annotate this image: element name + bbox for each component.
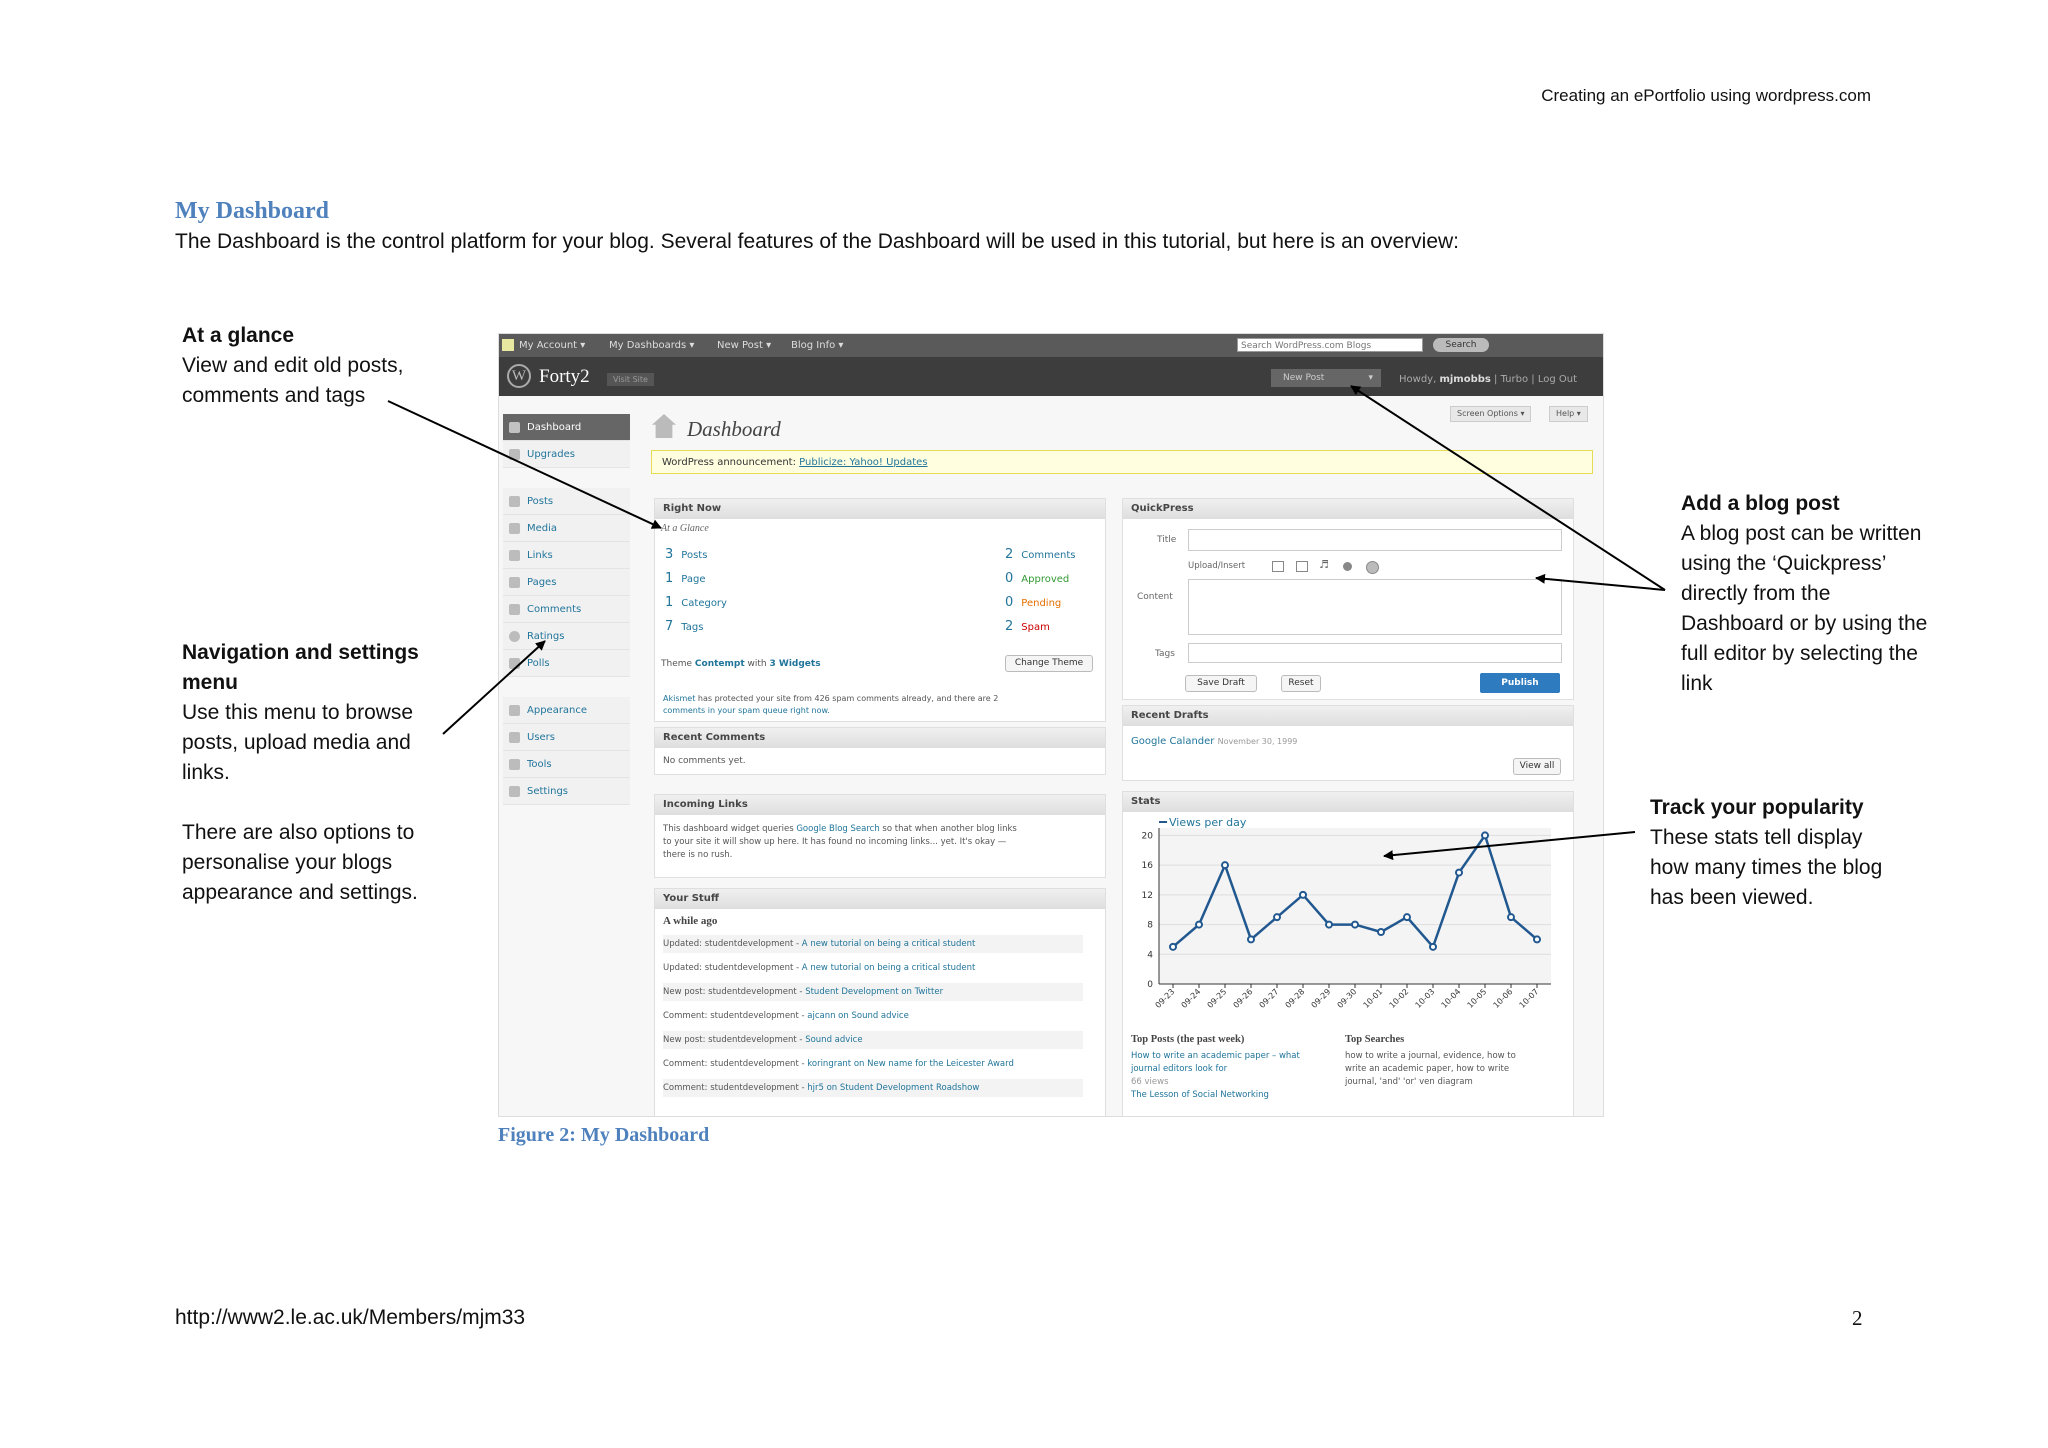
- top-search-line: how to write a journal, evidence, how to: [1345, 1051, 1516, 1061]
- view-all-button[interactable]: View all: [1513, 758, 1561, 775]
- new-post-label: New Post: [1283, 373, 1325, 383]
- x-tick-label: 09-23: [1153, 987, 1177, 1010]
- theme-with: with: [747, 659, 767, 669]
- document-header: Creating an ePortfolio using wordpress.com: [1541, 86, 1871, 105]
- text-segment: to your site it will show up here. It has found no incoming links... yet. It's okay —: [663, 837, 1007, 847]
- x-tick-label: 10-03: [1413, 987, 1437, 1010]
- akismet-text-2: comments in your spam queue right now.: [663, 706, 830, 715]
- activity-prefix: Comment: studentdevelopment -: [663, 1059, 805, 1069]
- footer-url[interactable]: http://www2.le.ac.uk/Members/mjm33: [175, 1306, 526, 1329]
- widget-title: Your Stuff: [655, 889, 1105, 909]
- sidebar-item-label: Settings: [527, 786, 569, 797]
- sidebar-item-label: Upgrades: [527, 449, 575, 460]
- announcement-link[interactable]: Publicize: Yahoo! Updates: [799, 457, 928, 468]
- sidebar-item-label: Users: [527, 732, 556, 743]
- x-tick-label: 10-06: [1491, 987, 1515, 1010]
- top-posts-title: Top Posts (the past week): [1131, 1034, 1245, 1045]
- top-search-line: write an academic paper, how to write: [1345, 1064, 1510, 1074]
- sidebar-item-label: Appearance: [527, 705, 588, 716]
- activity-prefix: Comment: studentdevelopment -: [663, 1011, 805, 1021]
- arrow-stats: [1384, 832, 1635, 856]
- akismet-link[interactable]: Akismet: [663, 694, 696, 703]
- widget-title: Incoming Links: [655, 795, 1105, 815]
- x-tick-label: 09-30: [1335, 987, 1359, 1010]
- annotation-line: directly from the: [1681, 582, 1831, 605]
- username-link[interactable]: mjmobbs: [1439, 374, 1491, 385]
- x-tick-label: 09-29: [1309, 987, 1333, 1010]
- x-tick-label: 09-28: [1283, 987, 1307, 1010]
- widget-title: Recent Comments: [655, 728, 1105, 748]
- search-input[interactable]: Search WordPress.com Blogs: [1237, 338, 1423, 352]
- google-blog-search-link[interactable]: Google Blog Search: [796, 824, 880, 834]
- y-tick-label: 4: [1147, 950, 1153, 961]
- publish-button[interactable]: Publish: [1480, 673, 1560, 693]
- title-label: Title: [1157, 535, 1177, 545]
- activity-prefix: Updated: studentdevelopment -: [663, 963, 800, 973]
- sidebar-item-label: Dashboard: [527, 422, 582, 433]
- annotation-line: comments and tags: [182, 384, 366, 407]
- annotation-title: Navigation and settings: [182, 641, 419, 664]
- menu-new-post[interactable]: New Post ▾: [717, 340, 772, 351]
- content-label: Content: [1137, 592, 1173, 602]
- count-value: 7: [665, 619, 674, 634]
- arrow-at-a-glance: [388, 401, 661, 528]
- draft-link[interactable]: Google Calander: [1131, 736, 1215, 747]
- save-draft-button[interactable]: Save Draft: [1185, 675, 1257, 692]
- annotation-line: how many times the blog: [1650, 856, 1883, 879]
- text-segment: This dashboard widget queries: [663, 824, 794, 834]
- arrow-navigation: [443, 641, 545, 734]
- section-title: My Dashboard: [175, 198, 330, 224]
- annotation-line: using the ‘Quickpress’: [1681, 552, 1887, 575]
- count-label: Category: [681, 598, 727, 609]
- sidebar-item-label: Media: [527, 523, 558, 534]
- top-post-views: 66 views: [1131, 1077, 1169, 1087]
- arrow-new-post: [1351, 386, 1665, 590]
- activity-link[interactable]: A new tutorial on being a critical student: [801, 939, 976, 949]
- theme-prefix: Theme: [661, 659, 693, 669]
- widget-title: QuickPress: [1123, 499, 1573, 519]
- widget-subtitle: At a Glance: [661, 523, 709, 534]
- sidebar-item-label: Posts: [527, 496, 554, 507]
- site-name[interactable]: Forty2: [539, 366, 590, 387]
- howdy-prefix: Howdy,: [1399, 374, 1437, 385]
- x-tick-label: 09-26: [1231, 987, 1255, 1010]
- annotation-title: menu: [182, 671, 239, 694]
- menu-my-account[interactable]: My Account ▾: [519, 340, 586, 351]
- count-label: Page: [681, 574, 706, 585]
- count-value: 0: [1005, 571, 1014, 586]
- your-stuff-subtitle: A while ago: [663, 915, 718, 927]
- widget-title: Recent Drafts: [1123, 706, 1573, 726]
- count-value: 3: [665, 547, 674, 562]
- sidebar-item-label: Pages: [527, 577, 557, 588]
- x-tick-label: 09-25: [1205, 987, 1229, 1010]
- widget-title: Stats: [1123, 792, 1573, 812]
- x-tick-label: 10-02: [1387, 987, 1411, 1010]
- x-tick-label: 10-04: [1439, 987, 1463, 1010]
- count-value: 1: [665, 595, 674, 610]
- menu-blog-info[interactable]: Blog Info ▾: [791, 340, 844, 351]
- akismet-text: has protected your site from 426 spam comments already, and there are 2: [697, 694, 999, 703]
- section-intro: The Dashboard is the control platform for your blog. Several features of the Dashboard will be used in this tutorial, but here is an overview:: [175, 230, 1460, 253]
- annotation-line: These stats tell display: [1650, 826, 1863, 849]
- text-segment: so that when another blog links: [882, 824, 1017, 834]
- annotation-line: Use this menu to browse: [182, 701, 414, 724]
- count-value: 0: [1005, 595, 1014, 610]
- sidebar-item-label: Tools: [527, 759, 552, 770]
- count-label: Comments: [1021, 550, 1076, 561]
- page-number: 2: [1852, 1306, 1863, 1330]
- menu-my-dashboards[interactable]: My Dashboards ▾: [609, 340, 695, 351]
- activity-link[interactable]: Sound advice: [805, 1035, 863, 1045]
- annotation-line: has been viewed.: [1650, 886, 1814, 909]
- visit-site-button[interactable]: Visit Site: [607, 373, 654, 386]
- y-tick-label: 12: [1141, 890, 1153, 901]
- count-label: Approved: [1021, 574, 1070, 585]
- sidebar-item-label: Polls: [527, 658, 550, 669]
- text-segment: there is no rush.: [663, 850, 733, 860]
- activity-link[interactable]: Student Development on Twitter: [805, 987, 944, 997]
- count-value: 2: [1005, 619, 1014, 634]
- dashboard-title: Dashboard: [687, 417, 781, 441]
- activity-link[interactable]: ajcann on Sound advice: [807, 1011, 909, 1021]
- annotation-title: At a glance: [182, 324, 295, 347]
- activity-link[interactable]: hjr5 on Student Development Roadshow: [807, 1083, 980, 1093]
- x-tick-label: 10-05: [1465, 987, 1489, 1010]
- top-post-link[interactable]: The Lesson of Social Networking: [1131, 1090, 1269, 1100]
- activity-link[interactable]: A new tutorial on being a critical student: [801, 963, 976, 973]
- annotation-line: Dashboard or by using the: [1681, 612, 1928, 635]
- upload-insert-label: Upload/Insert: [1188, 561, 1246, 571]
- annotation-line: There are also options to: [182, 821, 415, 844]
- activity-prefix: New post: studentdevelopment -: [663, 1035, 803, 1045]
- activity-link[interactable]: koringrant on New name for the Leicester Award: [807, 1059, 1014, 1069]
- annotation-line: View and edit old posts,: [182, 354, 404, 377]
- change-theme-button[interactable]: Change Theme: [1005, 655, 1093, 672]
- annotation-title: Add a blog post: [1681, 492, 1840, 515]
- activity-prefix: New post: studentdevelopment -: [663, 987, 803, 997]
- count-label: Pending: [1021, 598, 1062, 609]
- annotation-title: Track your popularity: [1650, 796, 1864, 819]
- top-post-link[interactable]: How to write an academic paper – what: [1131, 1051, 1300, 1061]
- arrow-quickpress: [1536, 578, 1665, 590]
- count-value: 2: [1005, 547, 1014, 562]
- y-tick-label: 20: [1141, 831, 1153, 842]
- sidebar-item-label: Links: [527, 550, 553, 561]
- annotation-line: personalise your blogs: [182, 851, 393, 874]
- widget-title: Right Now: [655, 499, 1105, 519]
- x-tick-label: 09-27: [1257, 987, 1281, 1010]
- sidebar-item-label: Ratings: [527, 631, 565, 642]
- annotation-line: link: [1681, 672, 1713, 695]
- wordpress-logo-icon: W: [507, 364, 531, 388]
- count-label: Tags: [681, 622, 704, 633]
- count-value: 1: [665, 571, 674, 586]
- x-tick-label: 10-07: [1517, 987, 1541, 1010]
- y-tick-label: 8: [1147, 920, 1153, 931]
- no-comments-text: No comments yet.: [663, 756, 746, 766]
- activity-prefix: Updated: studentdevelopment -: [663, 939, 800, 949]
- reset-button[interactable]: Reset: [1281, 675, 1321, 692]
- tags-label: Tags: [1155, 649, 1175, 659]
- music-icon[interactable]: ♬: [1319, 558, 1329, 571]
- top-post-link[interactable]: journal editors look for: [1131, 1064, 1228, 1074]
- count-label: Spam: [1021, 622, 1050, 633]
- count-label: Posts: [681, 550, 708, 561]
- annotation-line: appearance and settings.: [182, 881, 418, 904]
- theme-name-link[interactable]: Contempt: [694, 659, 745, 669]
- annotation-line: posts, upload media and: [182, 731, 411, 754]
- annotation-line: links.: [182, 761, 230, 784]
- account-links[interactable]: | Turbo | Log Out: [1494, 374, 1577, 385]
- top-search-line: journal, 'and' 'or' ven diagram: [1345, 1077, 1473, 1087]
- x-tick-label: 10-01: [1361, 987, 1385, 1010]
- x-tick-label: 09-24: [1179, 987, 1203, 1010]
- annotation-line: A blog post can be written: [1681, 522, 1922, 545]
- sidebar-item-label: Comments: [527, 604, 582, 615]
- screen-options-button[interactable]: Screen Options ▾: [1450, 406, 1531, 422]
- activity-prefix: Comment: studentdevelopment -: [663, 1083, 805, 1093]
- annotation-line: full editor by selecting the: [1681, 642, 1918, 665]
- widgets-link[interactable]: 3 Widgets: [769, 659, 821, 669]
- announcement-label: WordPress announcement:: [662, 457, 796, 468]
- y-tick-label: 16: [1141, 861, 1153, 872]
- top-searches-title: Top Searches: [1345, 1034, 1405, 1045]
- draft-date: November 30, 1999: [1217, 737, 1298, 746]
- figure-caption: Figure 2: My Dashboard: [498, 1124, 710, 1146]
- legend-label: Views per day: [1169, 816, 1247, 829]
- chevron-down-icon[interactable]: ▾: [1368, 373, 1373, 383]
- help-button[interactable]: Help ▾: [1549, 406, 1588, 422]
- y-tick-label: 0: [1147, 980, 1153, 990]
- search-button[interactable]: Search: [1433, 338, 1489, 352]
